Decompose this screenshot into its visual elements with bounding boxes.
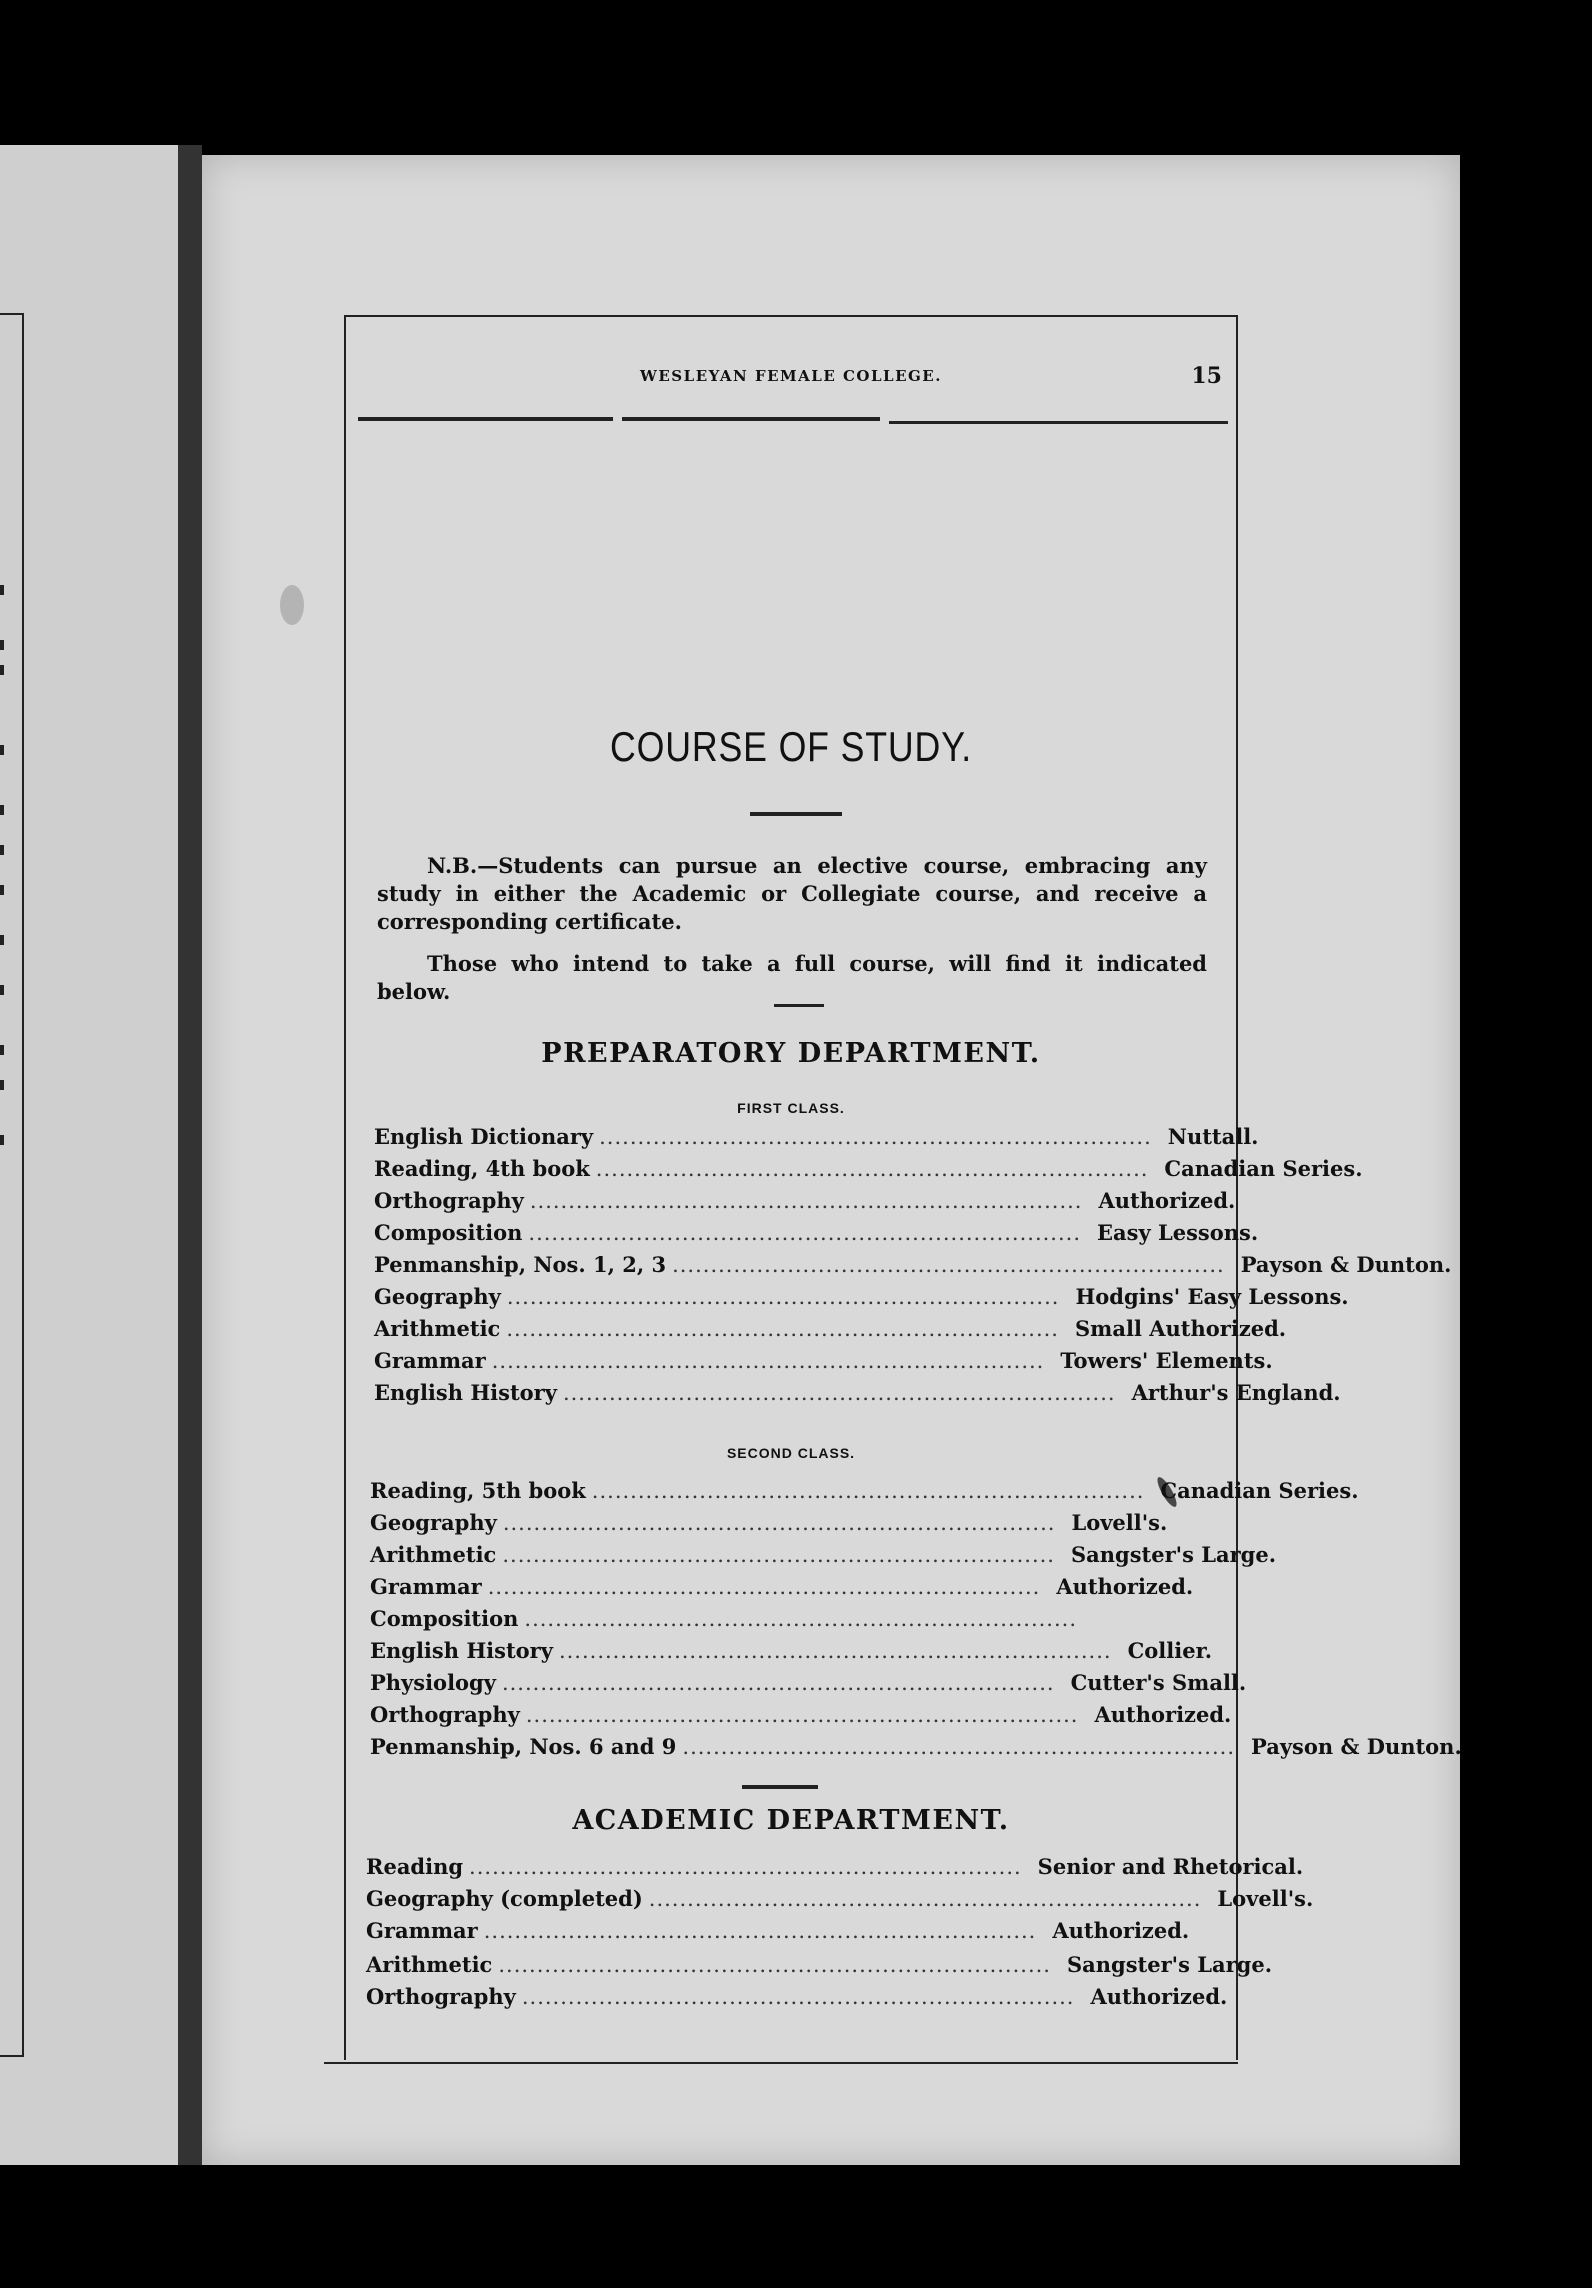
note-paragraph-1: N.B.—Students can pursue an elective course, embracing any study in either the Academic or Collegiate course, and receive a corresponding certificate.	[377, 853, 1207, 934]
list-item: Grammar ........................................................................ Authorized.	[370, 1574, 1194, 1599]
preparatory-heading: PREPARATORY DEPARTMENT.	[541, 1038, 1041, 1069]
list-item: Grammar ........................................................................ Authorized.	[366, 1918, 1190, 1943]
book-page	[202, 155, 1460, 2165]
list-item: Orthography ........................................................................ Authorized.	[370, 1702, 1232, 1727]
list-item: Reading, 5th book ........................................................................ Canadian Series.	[370, 1478, 1359, 1503]
list-item: Geography (completed) ........................................................................ Lovell's.	[366, 1886, 1314, 1911]
list-item: Orthography ........................................................................ Authorized.	[366, 1984, 1228, 2009]
header-rule-center	[622, 417, 880, 421]
title-rule	[750, 812, 842, 816]
page-smudge	[280, 585, 304, 625]
list-item: Arithmetic ........................................................................ Sangster's Large.	[366, 1952, 1273, 1977]
left-page-frame	[0, 313, 24, 2057]
left-facing-page	[0, 145, 178, 2165]
list-item: Reading ........................................................................ Senior and Rhetorical.	[366, 1854, 1304, 1879]
list-item: English Dictionary ........................................................................ Nuttall.	[374, 1124, 1259, 1149]
list-item: Arithmetic ........................................................................ Small Authorized.	[374, 1316, 1287, 1341]
list-item: English History ........................................................................ Arthur's England.	[374, 1380, 1341, 1405]
list-item: Grammar ........................................................................ Towers' Elements.	[374, 1348, 1273, 1373]
list-item: Orthography ........................................................................ Authorized.	[374, 1188, 1236, 1213]
list-item: Penmanship, Nos. 1, 2, 3 ........................................................................ Payson & Dunton.	[374, 1252, 1452, 1277]
list-item: Composition ........................................................................ Easy Lessons.	[374, 1220, 1259, 1245]
running-head: WESLEYAN FEMALE COLLEGE.	[640, 367, 942, 385]
book-gutter	[178, 145, 202, 2165]
list-item: English History ........................................................................ Collier.	[370, 1638, 1213, 1663]
section-rule	[742, 1785, 818, 1789]
text-frame	[344, 315, 1462, 2060]
header-rule-right	[889, 421, 1228, 424]
note-rule	[774, 1004, 824, 1007]
first-class-label: FIRST CLASS.	[737, 1100, 845, 1116]
list-item: Reading, 4th book ........................................................................ Canadian Series.	[374, 1156, 1363, 1181]
note-block	[377, 852, 1207, 1006]
list-item: Penmanship, Nos. 6 and 9 ........................................................................ Payson & Dunton.	[370, 1734, 1462, 1759]
second-class-label: SECOND CLASS.	[726, 1445, 856, 1461]
list-item: Geography ........................................................................ Lovell's.	[370, 1510, 1168, 1535]
page-title: COURSE OF STUDY.	[609, 723, 973, 770]
list-item: Physiology ........................................................................ Cutter's Small.	[370, 1670, 1247, 1695]
academic-heading: ACADEMIC DEPARTMENT.	[572, 1805, 1010, 1836]
list-item: Arithmetic ........................................................................ Sangster's Large.	[370, 1542, 1277, 1567]
list-item: Geography ........................................................................ Hodgins' Easy Lessons.	[374, 1284, 1349, 1309]
page-number: 15	[1191, 363, 1222, 389]
list-item: Composition ........................................................................	[370, 1606, 1078, 1631]
note-paragraph-2: Those who intend to take a full course, will find it indicated below.	[377, 951, 1207, 1004]
header-rule-left	[358, 417, 613, 421]
